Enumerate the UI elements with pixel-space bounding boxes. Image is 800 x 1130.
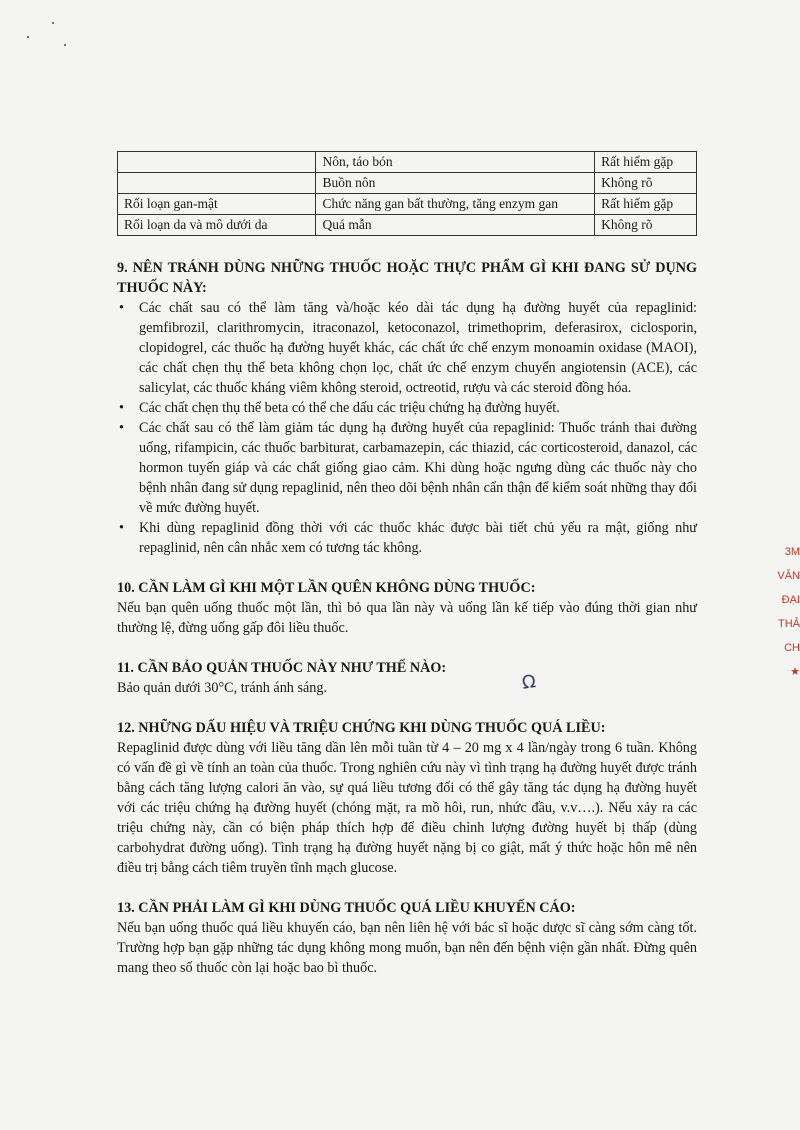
list-item-text: Các chất sau có thể làm giảm tác dụng hạ đường huyết của repaglinid: Thuốc tránh thai đường uống, rifampicin, các thuốc barbiturat, carbamazepin, các thiazid, các corticosteroid, danazol, các hormon tuyến giáp và các chất giống giao cảm. Khi dùng hoặc ngưng dùng các thuốc này cho bệnh nhân đang sử dụng repaglinid, nên theo dõi bệnh nhân cẩn thận để kiểm soát những thay đổi về mức đường huyết. (139, 420, 697, 516)
bullet-icon: • (119, 420, 124, 436)
section-11 (117, 658, 697, 698)
organ-cell: Rối loạn da và mô dưới da (118, 215, 316, 236)
frequency-cell: Không rõ (595, 173, 697, 194)
scan-speck (27, 36, 29, 38)
section-12-body: Repaglinid được dùng với liều tăng dần lên mỗi tuần từ 4 – 20 mg x 4 lần/ngày trong 6 tuần. Không có vấn đề gì về tính an toàn của thuốc. Trong nghiên cứu này vì tình trạng hạ đường huyết được tránh bằng cách tăng lượng calori ăn vào, sự quá liều tương đối có thể gây tăng tác dụng hạ đường huyết với các triệu chứng hạ đường huyết (chóng mặt, ra mồ hôi, run, nhức đầu, v.v….). Nếu xảy ra các triệu chứng này, cần có biện pháp thích hợp để điều chỉnh lượng đường huyết bị thấp (dùng carbohydrat đường uống). Tình trạng hạ đường huyết nặng bị co giật, mất ý thức hoặc hôn mê nên điều trị bằng cách tiêm truyền tĩnh mạch glucose. (117, 740, 697, 876)
section-13-body: Nếu bạn uống thuốc quá liều khuyến cáo, bạn nên liên hệ với bác sĩ hoặc dược sĩ càng sớm càng tốt. Trường hợp bạn gặp những tác dụng không mong muốn, bạn nên đến bệnh viện gần nhất. Đừng quên mang theo số thuốc còn lại hoặc bao bì thuốc. (117, 920, 697, 976)
document-body (117, 258, 697, 998)
bullet-icon: • (119, 300, 124, 316)
list-item-text: Khi dùng repaglinid đồng thời với các thuốc khác được bài tiết chủ yếu ra mật, giống như repaglinid, nên cân nhắc xem có tương tác không. (139, 520, 697, 556)
section-10-heading: 10. CẦN LÀM GÌ KHI MỘT LẦN QUÊN KHÔNG DÙNG THUỐC: (117, 580, 536, 596)
section-9-heading: 9. NÊN TRÁNH DÙNG NHỮNG THUỐC HOẶC THỰC PHẨM GÌ KHI ĐANG SỬ DỤNG THUỐC NÀY: (117, 260, 697, 296)
scan-speck (64, 44, 66, 46)
handwritten-mark: Ω (520, 671, 538, 694)
section-10-body: Nếu bạn quên uống thuốc một lần, thì bỏ qua lần này và uống lần kế tiếp vào đúng thời gian như thường lệ, đừng uống gấp đôi liều thuốc. (117, 600, 697, 636)
table-row (118, 152, 697, 173)
section-13 (117, 898, 697, 978)
effect-cell: Buồn nôn (316, 173, 595, 194)
effect-cell: Nôn, táo bón (316, 152, 595, 173)
section-11-heading: 11. CẦN BẢO QUẢN THUỐC NÀY NHƯ THẾ NÀO: (117, 660, 447, 676)
effect-cell: Quá mẫn (316, 215, 595, 236)
stamp-text: 3M (784, 546, 800, 558)
stamp-text: VĂN (777, 570, 800, 582)
section-13-heading: 13. CẦN PHẢI LÀM GÌ KHI DÙNG THUỐC QUÁ LIỀU KHUYẾN CÁO: (117, 900, 576, 916)
list-item-text: Các chất sau có thể làm tăng và/hoặc kéo dài tác dụng hạ đường huyết của repaglinid: gemfibrozil, clarithromycin, itraconazol, ketoconazol, trimethoprim, deferasirox, ciclosporin, clopidogrel, các thuốc hạ đường huyết khác, các chất ức chế enzym monoamin oxidase (MAOI), các chất chẹn thụ thể beta không chọn lọc, chất ức chế enzym chuyển angiotensin (ACE), các salicylat, các thuốc kháng viêm không steroid, octreotid, rượu và các steroid đồng hóa. (139, 300, 697, 396)
frequency-cell: Rất hiếm gặp (595, 194, 697, 215)
table-row (118, 215, 697, 236)
list-item (119, 398, 697, 418)
organ-cell: Rối loạn gan-mật (118, 194, 316, 215)
star-icon: ★ (790, 666, 800, 678)
list-item-text: Các chất chẹn thụ thể beta có thể che dấu các triệu chứng hạ đường huyết. (139, 400, 560, 416)
bullet-icon: • (119, 520, 124, 536)
scan-speck (52, 22, 54, 24)
list-item (119, 418, 697, 518)
frequency-cell: Không rõ (595, 215, 697, 236)
stamp-text: ĐẠI (781, 594, 800, 606)
frequency-cell: Rất hiếm gặp (595, 152, 697, 173)
effect-cell: Chức năng gan bất thường, tăng enzym gan (316, 194, 595, 215)
table-row (118, 173, 697, 194)
section-9 (117, 258, 697, 558)
list-item (119, 518, 697, 558)
interaction-list (117, 298, 697, 558)
list-item (119, 298, 697, 398)
section-12-heading: 12. NHỮNG DẤU HIỆU VÀ TRIỆU CHỨNG KHI DÙNG THUỐC QUÁ LIỀU: (117, 720, 606, 736)
section-12 (117, 718, 697, 878)
side-effects-table (117, 151, 697, 236)
bullet-icon: • (119, 400, 124, 416)
stamp-text: CH (784, 642, 800, 654)
section-11-body: Bảo quản dưới 30°C, tránh ánh sáng. (117, 680, 327, 696)
organ-cell (118, 173, 316, 194)
official-stamp-fragment (766, 540, 800, 684)
table-row (118, 194, 697, 215)
organ-cell (118, 152, 316, 173)
stamp-text: THẢ (778, 618, 800, 630)
section-10 (117, 578, 697, 638)
